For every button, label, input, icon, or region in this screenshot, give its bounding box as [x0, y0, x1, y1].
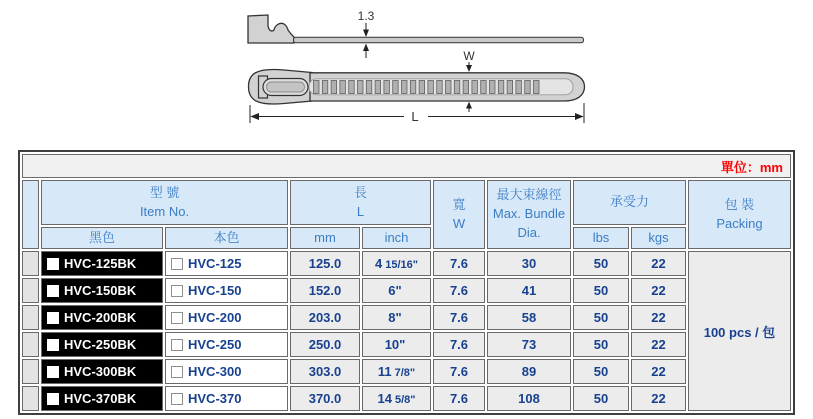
length-mm-cell: 152.0	[290, 278, 360, 303]
unit-row	[22, 154, 791, 178]
header-natural: 本色	[165, 227, 288, 249]
row-edge-cell	[22, 305, 39, 330]
header-inch: inch	[362, 227, 431, 249]
unit-label: 單位：mm	[720, 159, 783, 175]
width-cell: 7.6	[433, 359, 485, 384]
natural-item-label: HVC-150	[188, 283, 242, 298]
bundle-dia-cell: 108	[487, 386, 571, 411]
black-item-label: HVC-250BK	[64, 337, 137, 352]
kgs-cell: 22	[631, 359, 686, 384]
width-label: W	[463, 49, 475, 63]
black-item-cell	[41, 251, 163, 276]
header-strength	[573, 180, 686, 225]
length-label: L	[411, 109, 419, 124]
thickness-dimension	[358, 9, 375, 58]
black-item-checkbox[interactable]	[47, 339, 59, 351]
length-inch-cell: 10"	[362, 332, 431, 357]
lbs-cell: 50	[573, 251, 629, 276]
header-length-en: L	[356, 203, 365, 219]
black-item-label: HVC-200BK	[64, 310, 137, 325]
kgs-cell: 22	[631, 278, 686, 303]
row-edge-cell	[22, 386, 39, 411]
table-row	[22, 251, 791, 276]
kgs-cell: 22	[631, 386, 686, 411]
black-item-label: HVC-370BK	[64, 391, 137, 406]
lbs-cell: 50	[573, 386, 629, 411]
spec-table-container	[18, 150, 795, 415]
lbs-cell: 50	[573, 332, 629, 357]
header-bundle-dia	[487, 180, 571, 249]
cable-tie-diagram	[0, 0, 813, 148]
packing-cell: 100 pcs / 包	[688, 251, 791, 411]
natural-item-label: HVC-300	[188, 364, 242, 379]
natural-item-cell	[165, 305, 288, 330]
length-mm-cell: 303.0	[290, 359, 360, 384]
natural-item-label: HVC-125	[188, 256, 242, 271]
cable-tie-drawing	[0, 0, 813, 148]
natural-item-cell	[165, 251, 288, 276]
natural-item-label: HVC-200	[188, 310, 242, 325]
kgs-cell: 22	[631, 305, 686, 330]
natural-item-checkbox[interactable]	[171, 366, 183, 378]
natural-item-checkbox[interactable]	[171, 393, 183, 405]
header-item-no-zh: 型 號	[149, 184, 180, 200]
header-item-no-en: Item No.	[139, 203, 190, 219]
natural-item-cell	[165, 278, 288, 303]
table-row	[22, 278, 791, 303]
header-packing	[688, 180, 791, 249]
natural-item-cell	[165, 359, 288, 384]
spec-table	[20, 152, 793, 413]
black-item-cell	[41, 359, 163, 384]
bundle-dia-cell: 30	[487, 251, 571, 276]
black-item-cell	[41, 386, 163, 411]
row-edge-cell	[22, 359, 39, 384]
natural-item-label: HVC-250	[188, 337, 242, 352]
corner-cell	[22, 180, 39, 249]
width-cell: 7.6	[433, 386, 485, 411]
table-row	[22, 386, 791, 411]
bundle-dia-cell: 89	[487, 359, 571, 384]
header-width-en: W	[452, 215, 466, 231]
black-item-checkbox[interactable]	[47, 366, 59, 378]
header-strength-zh: 承受力	[609, 194, 649, 210]
bundle-dia-cell: 41	[487, 278, 571, 303]
bundle-dia-cell: 73	[487, 332, 571, 357]
length-mm-cell: 370.0	[290, 386, 360, 411]
row-edge-cell	[22, 278, 39, 303]
top-view	[249, 69, 585, 104]
table-row	[22, 305, 791, 330]
side-view	[248, 15, 584, 43]
width-cell: 7.6	[433, 332, 485, 357]
table-row	[22, 359, 791, 384]
length-mm-cell: 203.0	[290, 305, 360, 330]
natural-item-checkbox[interactable]	[171, 258, 183, 270]
header-bundle-en2: Dia.	[517, 224, 541, 240]
black-item-checkbox[interactable]	[47, 258, 59, 270]
header-length	[290, 180, 431, 225]
natural-item-cell	[165, 386, 288, 411]
black-item-checkbox[interactable]	[47, 393, 59, 405]
table-row	[22, 332, 791, 357]
length-inch-cell: 11 7/8"	[362, 359, 431, 384]
length-inch-cell: 14 5/8"	[362, 386, 431, 411]
kgs-cell: 22	[631, 332, 686, 357]
header-width	[433, 180, 485, 249]
natural-item-cell	[165, 332, 288, 357]
length-mm-cell: 250.0	[290, 332, 360, 357]
header-bundle-en1: Max. Bundle	[492, 206, 566, 222]
header-lbs: lbs	[573, 227, 629, 249]
black-item-checkbox[interactable]	[47, 285, 59, 297]
black-item-label: HVC-300BK	[64, 364, 137, 379]
header-kgs: kgs	[631, 227, 686, 249]
thickness-label: 1.3	[357, 9, 375, 23]
black-item-cell	[41, 305, 163, 330]
header-bundle-zh: 最大束線徑	[496, 187, 562, 203]
width-cell: 7.6	[433, 305, 485, 330]
header-width-zh: 寬	[452, 196, 466, 212]
length-inch-cell: 6"	[362, 278, 431, 303]
header-item-no	[41, 180, 288, 225]
width-cell: 7.6	[433, 251, 485, 276]
length-inch-cell: 4 15/16"	[362, 251, 431, 276]
header-mm: mm	[290, 227, 360, 249]
black-item-cell	[41, 278, 163, 303]
lbs-cell: 50	[573, 305, 629, 330]
natural-item-label: HVC-370	[188, 391, 242, 406]
header-length-zh: 長	[353, 184, 367, 200]
length-dimension	[250, 103, 584, 124]
row-edge-cell	[22, 332, 39, 357]
natural-item-checkbox[interactable]	[171, 312, 183, 324]
lbs-cell: 50	[573, 359, 629, 384]
header-black: 黑色	[41, 227, 163, 249]
length-inch-cell: 8"	[362, 305, 431, 330]
black-item-checkbox[interactable]	[47, 312, 59, 324]
natural-item-checkbox[interactable]	[171, 285, 183, 297]
lbs-cell: 50	[573, 278, 629, 303]
width-cell: 7.6	[433, 278, 485, 303]
header-packing-en: Packing	[716, 215, 763, 231]
header-packing-zh: 包 裝	[724, 196, 755, 212]
black-item-cell	[41, 332, 163, 357]
natural-item-checkbox[interactable]	[171, 339, 183, 351]
row-edge-cell	[22, 251, 39, 276]
black-item-label: HVC-125BK	[64, 256, 137, 271]
bundle-dia-cell: 58	[487, 305, 571, 330]
kgs-cell: 22	[631, 251, 686, 276]
black-item-label: HVC-150BK	[64, 283, 137, 298]
length-mm-cell: 125.0	[290, 251, 360, 276]
